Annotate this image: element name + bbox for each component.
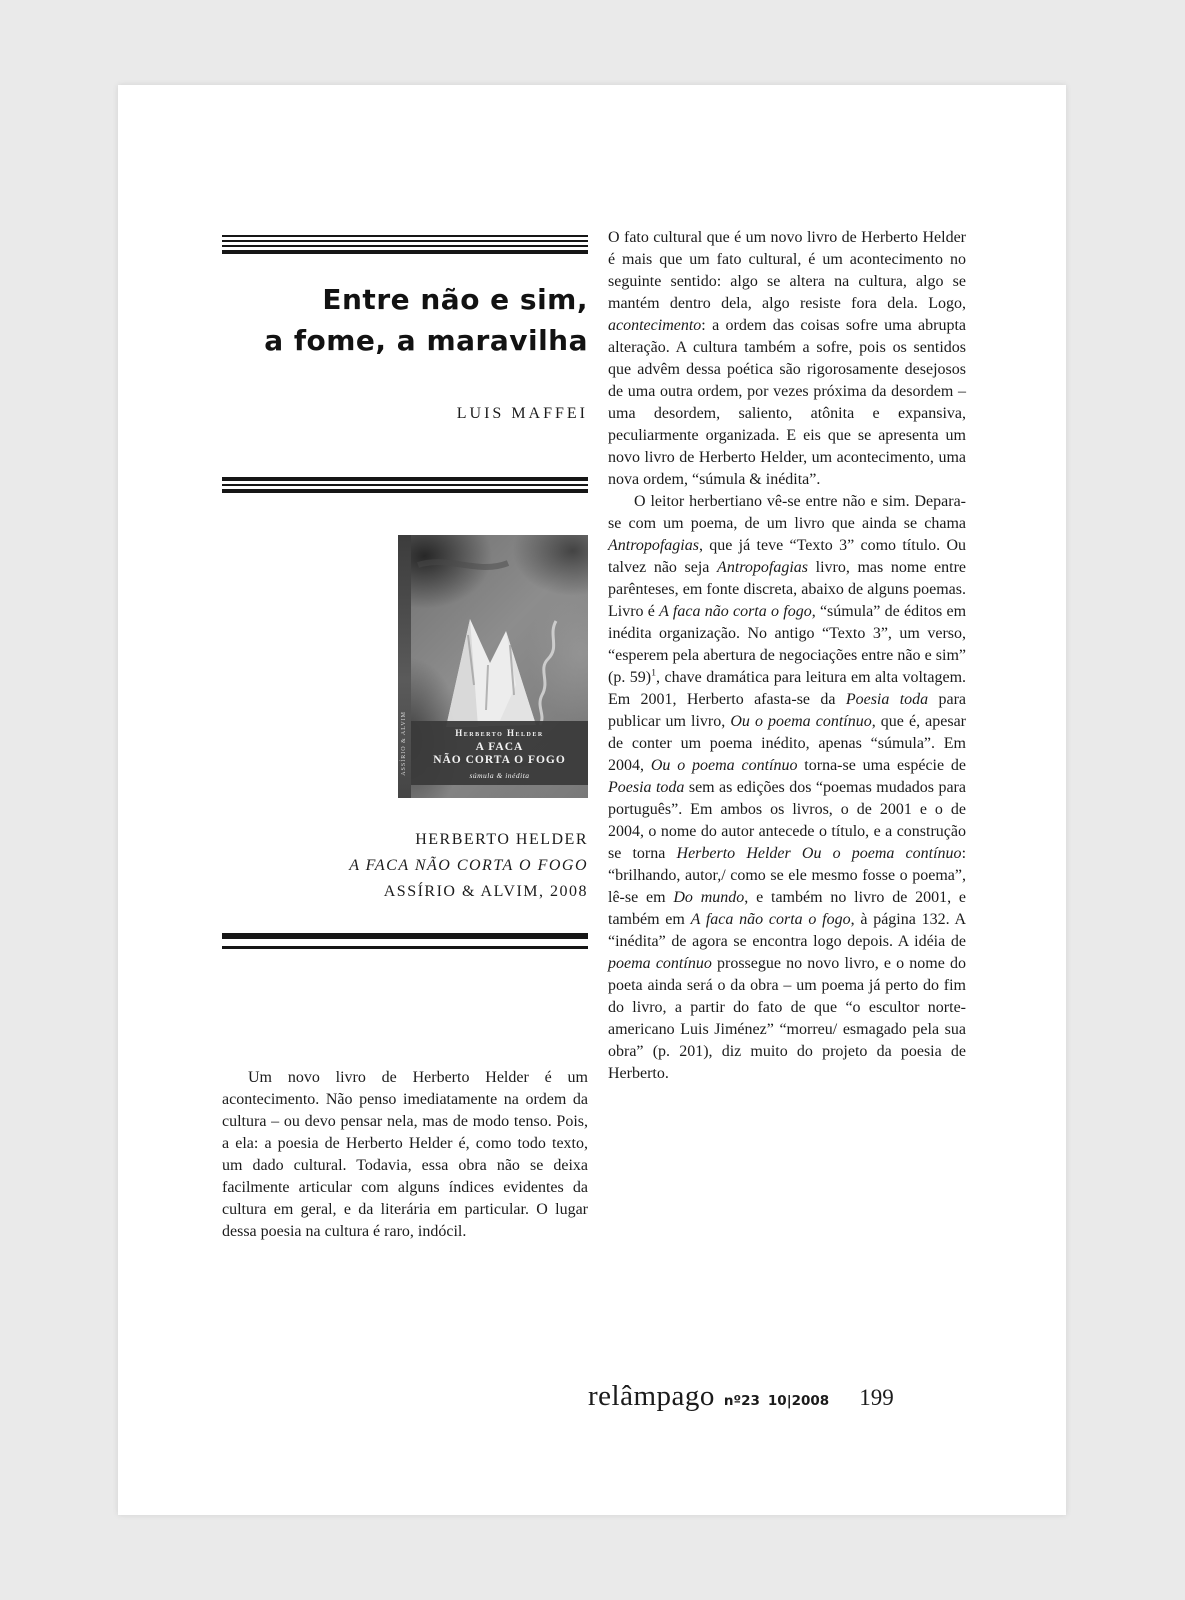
rule-line [222,484,588,486]
magazine-page [118,85,1066,1515]
rule-line [222,235,588,237]
journal-logo: relâmpago [588,1380,715,1412]
issue-number: nº23 [723,1393,760,1409]
caption-author: HERBERTO HELDER [415,831,588,848]
rule-line [222,250,588,254]
cover-title: A FACA NÃO CORTA O FOGO [433,741,566,766]
body-paragraph: O fato cultural que é um novo livro de Herberto Helder é mais que um fato cultural, é um acontecimento no seguinte sentido: algo se altera na cultura, algo se mantém dentro dela, algo resiste fora dela. Logo, acontecimento: a ordem das coisas sofre uma abrupta alteração. A cultura também a sofre, pois os sentidos que advêm dessa poética são rigorosamente desejosos de uma outra ordem, por vezes próxima da desordem – uma desordem, saliento, atônita e expansiva, peculiarmente organizada. E eis que se apresenta um novo livro de Herberto Helder, um acontecimento, uma nova ordem, “súmula & inédita”. [608,229,966,488]
rule-line [222,933,588,939]
book-cover-image [398,535,588,798]
cover-title-band [411,721,588,785]
rule-line [222,240,588,242]
rule-line [222,946,588,949]
caption-publisher: ASSÍRIO & ALVIM, 2008 [383,883,588,900]
issue-date: 10|2008 [767,1393,830,1409]
article-title-line1: Entre não e sim, [322,283,588,316]
page-number: 199 [859,1385,894,1410]
rule-line [222,245,588,247]
ornamental-rule-middle [222,477,588,493]
book-spine [398,535,411,798]
book-spine-text: ASSÍRIO & ALVIM [401,711,407,776]
cover-subtitle: súmula & inédita [469,771,530,780]
right-column-text [608,227,966,1085]
book-caption [222,827,588,905]
body-paragraph: O leitor herbertiano vê-se entre não e sim. Depara-se com um poema, de um livro que ainda se chama Antropofagias, que já teve “Texto 3” como título. Ou talvez não seja Antropofagias livro, mas nome entre parênteses, em fonte discreta, abaixo de alguns poemas. Livro é A faca não corta o fogo, “súmula” de éditos em inédita organização. No antigo “Texto 3”, um verso, “esperem pela abertura de negociações entre não e sim” (p. 59)$^1$, chave dramática para leitura em alta voltagem. Em 2001, Herberto afasta-se da Poesia toda para publicar um livro, Ou o poema contínuo, que é, apesar de conter um poema inédito, apenas “súmula”. Em 2004, Ou o poema contínuo torna-se uma espécie de Poesia toda sem as edições dos “poemas mudados para português”. Em ambos os livros, o de 2001 e o de 2004, o nome do autor antecede o título, e a construção se torna Herberto Helder Ou o poema contínuo: “brilhando, autor,/ como se ele mesmo fosse o poema”, lê-se em Do mundo, e também no livro de 2001, e também em A faca não corta o fogo, à página 132. A “inédita” de agora se encontra logo depois. A idéia de poema contínuo prossegue no novo livro, e o nome do poeta ainda será o da obra – um poema já perto do fim do livro, a partir do fato de que “o escultor norte-americano Luis Jiménez” “morreu/ esmagado pela sua obra” (p. 201), diz muito do projeto da poesia de Herberto. [608,493,967,1082]
left-column-text [222,1067,588,1243]
ornamental-rule-bottom [222,933,588,949]
page-footer [588,1380,894,1413]
rule-line [222,477,588,481]
intro-paragraph: Um novo livro de Herberto Helder é um acontecimento. Não penso imediatamente na ordem da cultura – ou devo pensar nela, mas de modo tenso. Pois, a ela: a poesia de Herberto Helder é, como todo texto, um dado cultural. Todavia, essa obra não se deixa facilmente articular com alguns índices evidentes da cultura em geral, e da literária em particular. O lugar dessa poesia na cultura é raro, indócil. [222,1069,588,1240]
article-title [222,279,588,361]
ornamental-rule-top [222,235,588,254]
caption-title: A FACA NÃO CORTA O FOGO [349,857,588,874]
article-title-line2: a fome, a maravilha [264,324,588,357]
article-author: LUIS MAFFEI [456,405,588,422]
cover-author: Herberto Helder [455,728,544,738]
rule-line [222,489,588,493]
